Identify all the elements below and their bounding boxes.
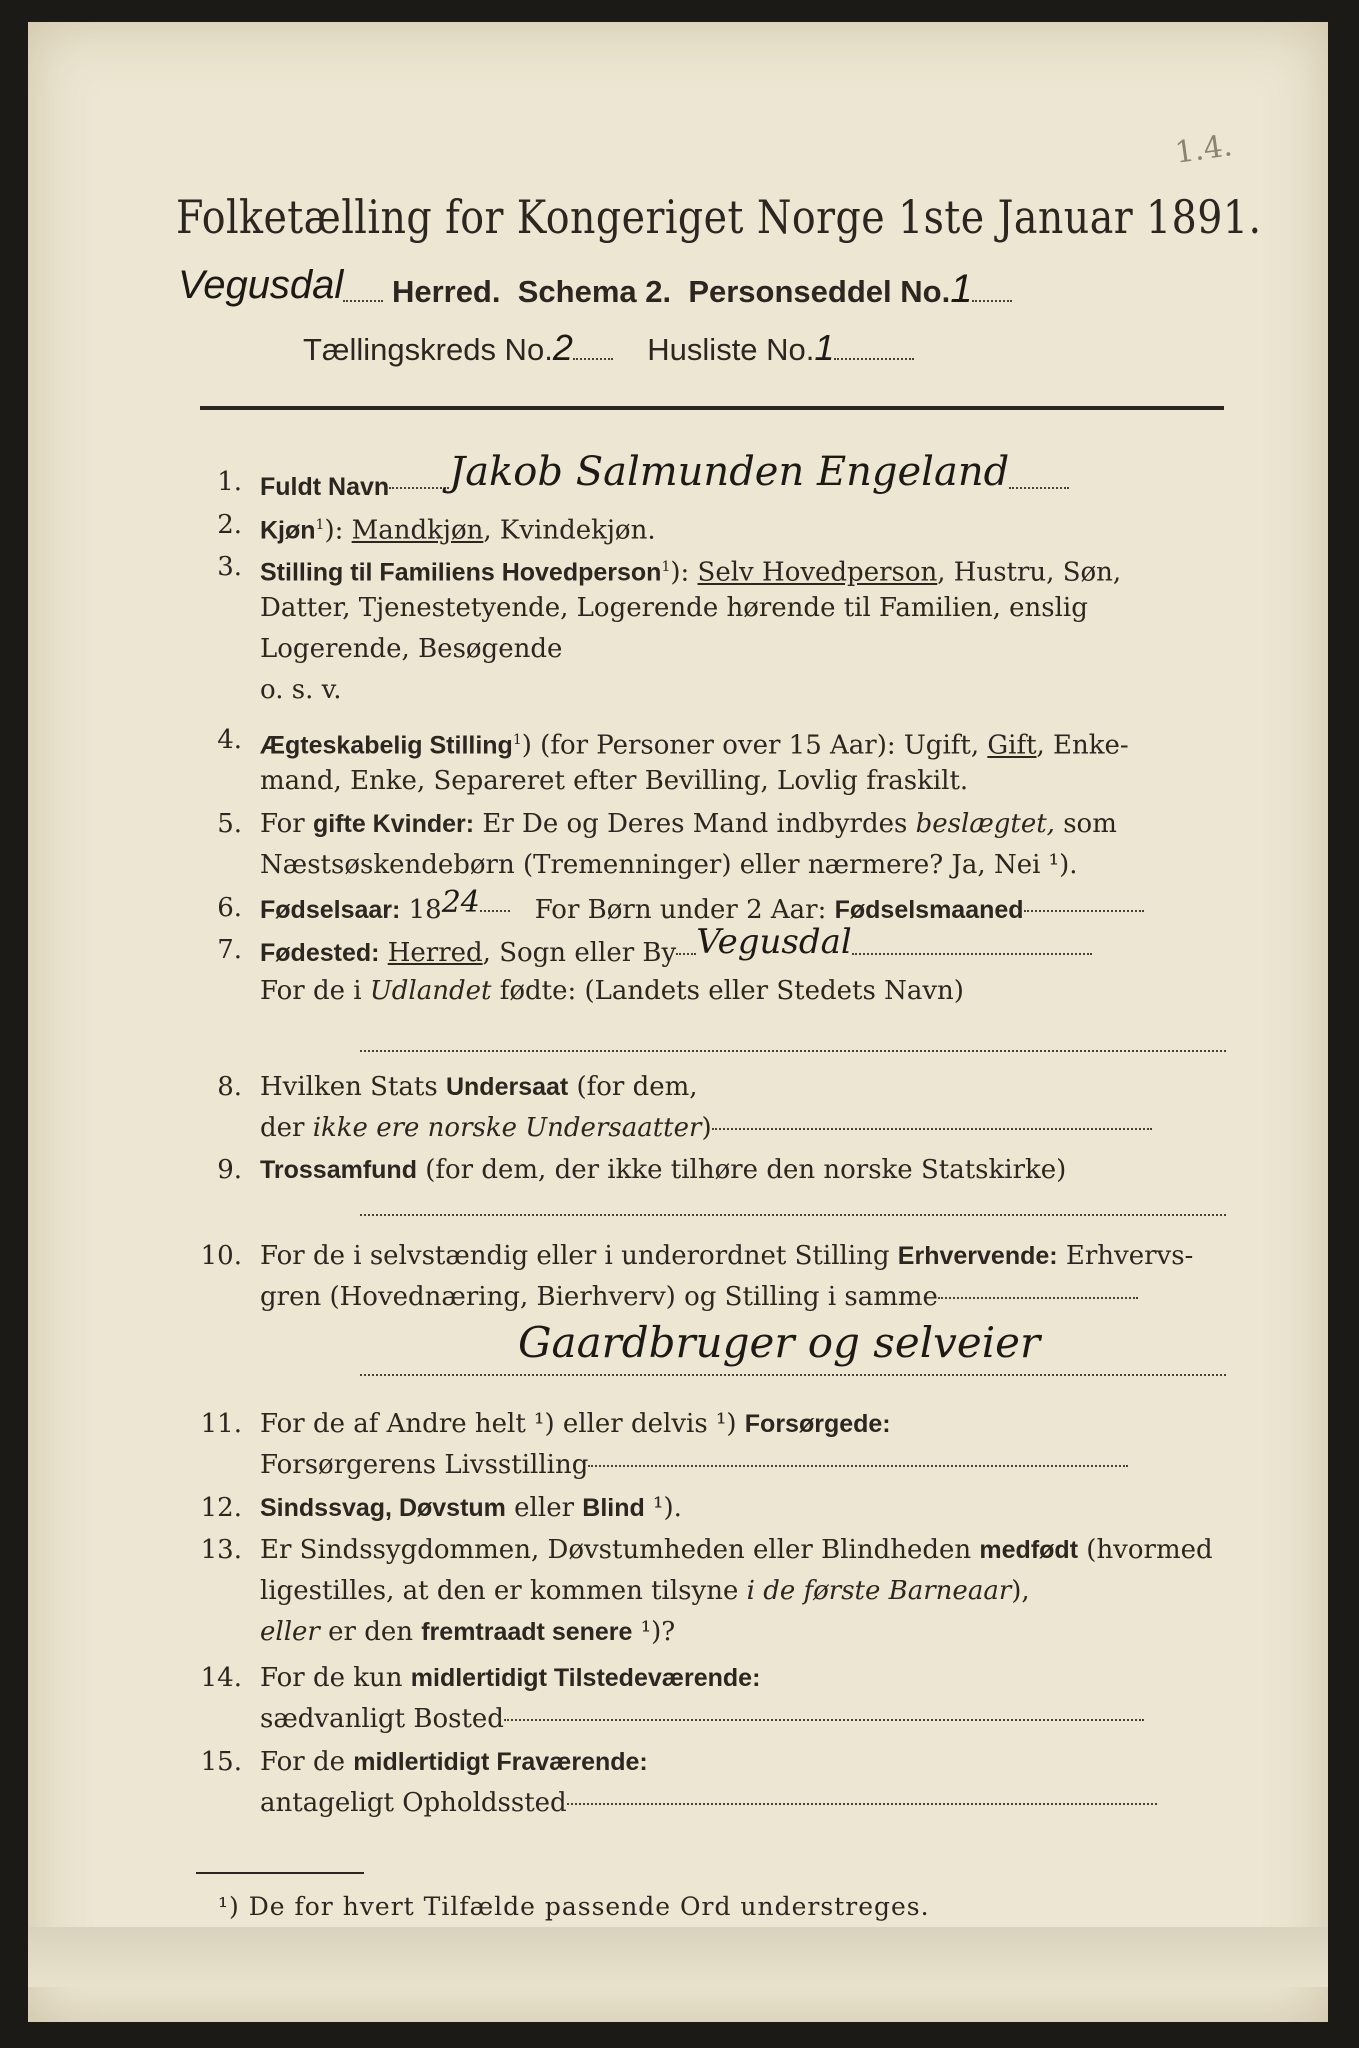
item-11-label: Forsørgede: xyxy=(744,1410,891,1438)
item-4-line2: mand, Enke, Separeret efter Bevilling, Lovlig fraskilt. xyxy=(260,766,969,796)
item-4-pre: (for Personer over 15 Aar): Ugift, xyxy=(531,730,988,761)
item-1-number: 1. xyxy=(217,467,242,497)
item-13-line2b: ), xyxy=(1011,1576,1030,1606)
item-5-mid: Er De og Deres Mand indbyrdes xyxy=(474,809,916,839)
corner-mark: 1.4. xyxy=(1172,128,1235,171)
item-9-blank-line xyxy=(360,1214,1226,1216)
personseddel-value: 1 xyxy=(950,267,973,311)
item-3-sup: 1 xyxy=(661,559,671,575)
item-12-label: Sindssvag, Døvstum xyxy=(260,1494,506,1522)
item-2-label: Kjøn xyxy=(260,516,316,545)
item-8-line2i: ikke ere norske Undersaatter xyxy=(312,1113,702,1143)
husliste-value: 1 xyxy=(814,327,835,368)
item-3-line2: Datter, Tjenestetyende, Logerende hørende til Familien, enslig xyxy=(260,593,1088,623)
item-13-line2i: i de første Barneaar xyxy=(746,1576,1012,1606)
item-6-label2: Fødselsmaaned xyxy=(834,896,1024,924)
item-15-label: midlertidigt Fraværende: xyxy=(353,1748,648,1776)
item-13-post: (hvormed xyxy=(1078,1535,1213,1565)
item-5-line2: Næstsøskendebørn (Tremenninger) eller nærmere? Ja, Nei ¹). xyxy=(260,850,1078,880)
item-3-number: 3. xyxy=(217,552,242,582)
item-7-selected: Herred xyxy=(387,938,483,968)
item-14-pre: For de kun xyxy=(260,1663,411,1693)
item-7-value: Vegusdal xyxy=(696,922,852,962)
item-2-other: , Kvindekjøn. xyxy=(483,515,656,546)
item-3-line3: Logerende, Besøgende xyxy=(260,634,563,664)
item-10-label: Erhvervende: xyxy=(897,1242,1058,1270)
item-12-post: ¹). xyxy=(644,1493,682,1523)
item-13-pre: Er Sindssygdommen, Døvstumheden eller Blindheden xyxy=(260,1535,980,1565)
census-form-page: 1.4. Folketælling for Kongeriget Norge 1ste Januar 1891. Vegusdal Herred. Schema 2. Personseddel No.1 Tællingskreds No.2 Husliste No.1 1. Fuldt Navn Jakob Salmunden Engeland 2. Kjøn$^1$): Mandkjøn, Kvindekjøn. 3. Stilling til Familiens Hovedperson$^1$): Selv Hovedperson, Hustru, Søn, Datter, Tjenestetyende, Logerende hørende til Familien, enslig Logerende, Besøgende o. s. v. 4. Ægteskabelig Stilling$^1$) (for Personer over 15 Aar): Ugift, Gift, Enke- mand, Enke, Separeret efter Bevilling, Lovlig fraskilt. 5. For gifte Kvinder: Er De og Deres Mand indbyrdes beslægtet, som Næstsøskendebørn (Tremenninger) eller nærmere? Ja, Nei ¹). 6. Fødselsaar: 1824 For Børn under 2 Aar: Fødselsmaaned 7. Fødested: Herred, Sogn eller By Vegusdal For de i Udlandet fødte: (Landets eller Stedets Navn) 8. Hvilken Stats Undersaat (for dem, der ikke ere norske Undersaatter) 9. Trossamfund (for dem, der ikke tilhøre den norske Statskirke) 10. For de i selvstændig eller i underordnet Stilling Erhvervende: Erhvervs- gren (Hovednæring, Bierhverv) og Stilling i samme Gaardbruger og selveier 11. For de af Andre helt ¹) eller delvis ¹) Forsørgede: Forsørgerens Livsstilling 12. Sindssvag, Døvstum eller Blind ¹). 13. Er Sindssygdommen, Døvstumheden eller Blindheden medfødt (hvormed ligestilles, at den er kommen tilsyne i de første Barneaar), eller er den fremtraadt senere ¹)? 14. For de kun midlertidigt Tilstedeværende: sædvanligt Bosted 15. For de midlertidigt Fraværende: antageligt Opholdssted ¹) De for hvert Tilfælde passende Ord understreges. xyxy=(28,22,1328,2022)
item-10-pre: For de i selvstændig eller i underordnet Stilling xyxy=(260,1241,898,1271)
personseddel-label: Personseddel No. xyxy=(688,274,951,309)
item-8-label: Undersaat xyxy=(445,1073,569,1101)
item-15-pre: For de xyxy=(260,1747,354,1777)
item-12-mid: eller xyxy=(505,1493,583,1523)
item-6-value: 24 xyxy=(441,885,480,920)
taellingskreds-label: Tællingskreds No. xyxy=(303,332,553,367)
item-13-line3b: fremtraadt senere xyxy=(421,1618,633,1646)
item-7-line2b: fødte: (Landets eller Stedets Navn) xyxy=(491,976,964,1006)
item-5-number: 5. xyxy=(217,809,242,839)
item-3-label: Stilling til Familiens Hovedperson xyxy=(260,558,662,587)
item-7-line2i: Udlandet xyxy=(369,976,492,1006)
item-12-number: 12. xyxy=(200,1493,242,1523)
item-5-label: gifte Kvinder: xyxy=(312,810,475,838)
item-7-number: 7. xyxy=(217,935,242,965)
item-3-rest: , Hustru, Søn, xyxy=(937,557,1122,588)
item-6-label: Fødselsaar: xyxy=(260,896,401,924)
item-1-label: Fuldt Navn xyxy=(260,473,390,501)
item-8-line2a: der xyxy=(260,1113,313,1143)
item-11-line2: Forsørgerens Livsstilling xyxy=(260,1450,589,1480)
item-11-pre: For de af Andre helt ¹) eller delvis ¹) xyxy=(260,1409,745,1439)
item-6-number: 6. xyxy=(217,893,242,923)
item-13-line2a: ligestilles, at den er kommen tilsyne xyxy=(260,1576,747,1606)
herred-value: Vegusdal xyxy=(178,263,344,307)
item-4-sup: 1 xyxy=(512,732,522,748)
item-9-post: (for dem, der ikke tilhøre den norske Statskirke) xyxy=(416,1155,1067,1185)
item-5-post: som xyxy=(1054,809,1117,839)
item-10-post: Erhvervs- xyxy=(1057,1241,1194,1271)
footnote-rule xyxy=(196,1872,364,1874)
item-13-label: medfødt xyxy=(979,1536,1079,1564)
item-14-label: midlertidigt Tilstedeværende: xyxy=(410,1664,761,1692)
footnote: ¹) De for hvert Tilfælde passende Ord understreges. xyxy=(218,1892,930,1921)
husliste-label: Husliste No. xyxy=(647,332,815,367)
item-9-number: 9. xyxy=(217,1155,242,1185)
bottom-stripe xyxy=(28,1927,1328,1987)
item-14-line2: sædvanligt Bosted xyxy=(260,1704,504,1734)
herred-label: Herred. xyxy=(391,274,501,309)
taellingskreds-row xyxy=(303,327,914,369)
item-2-number: 2. xyxy=(217,510,242,540)
item-13-line3i: eller xyxy=(260,1617,320,1647)
item-1-value: Jakob Salmunden Engeland xyxy=(449,449,1010,495)
item-11-number: 11. xyxy=(200,1409,242,1439)
item-7-post: , Sogn eller By xyxy=(482,938,677,968)
item-8-pre: Hvilken Stats xyxy=(260,1072,446,1102)
item-13-number: 13. xyxy=(200,1535,242,1565)
item-7-blank-line xyxy=(360,1050,1226,1052)
item-4-label: Ægteskabelig Stilling xyxy=(260,731,513,760)
item-15-number: 15. xyxy=(200,1747,242,1777)
item-3-line4: o. s. v. xyxy=(260,675,342,705)
item-6-mid: For Børn under 2 Aar: xyxy=(534,895,835,925)
item-3-selected: Selv Hovedperson xyxy=(697,557,938,588)
item-4-post: , Enke- xyxy=(1036,730,1129,761)
item-7-line2a: For de i xyxy=(260,976,370,1006)
herred-row xyxy=(178,263,1012,312)
item-15-line2: antageligt Opholdssted xyxy=(260,1788,567,1818)
item-10-value: Gaardbruger og selveier xyxy=(518,1318,1041,1367)
taellingskreds-value: 2 xyxy=(552,327,573,368)
item-10-number: 10. xyxy=(200,1241,242,1271)
item-12-label2: Blind xyxy=(582,1494,645,1522)
schema-label: Schema 2. xyxy=(517,274,672,309)
item-4-selected: Gift xyxy=(987,730,1037,761)
item-4-number: 4. xyxy=(217,725,242,755)
item-8-line2b: ) xyxy=(701,1113,712,1143)
item-5-pre: For xyxy=(260,809,313,839)
item-10-line2: gren (Hovednæring, Bierhverv) og Stilling i samme xyxy=(260,1282,938,1312)
item-7-label: Fødested: xyxy=(260,939,380,967)
item-14-number: 14. xyxy=(200,1663,242,1693)
item-2-selected: Mandkjøn xyxy=(351,515,484,546)
header-rule xyxy=(200,406,1224,410)
item-2-sup: 1 xyxy=(315,517,325,533)
item-10-answer-line xyxy=(360,1374,1226,1376)
item-13-line3c: ¹)? xyxy=(632,1617,676,1647)
item-5-italic: beslægtet, xyxy=(915,809,1055,839)
item-8-post: (for dem, xyxy=(568,1072,698,1102)
form-title: Folketælling for Kongeriget Norge 1ste Januar 1891. xyxy=(176,190,1262,244)
item-13-line3a: er den xyxy=(319,1617,422,1647)
item-6-prefix: 18 xyxy=(400,895,442,925)
item-8-number: 8. xyxy=(217,1072,242,1102)
item-9-label: Trossamfund xyxy=(260,1156,417,1184)
